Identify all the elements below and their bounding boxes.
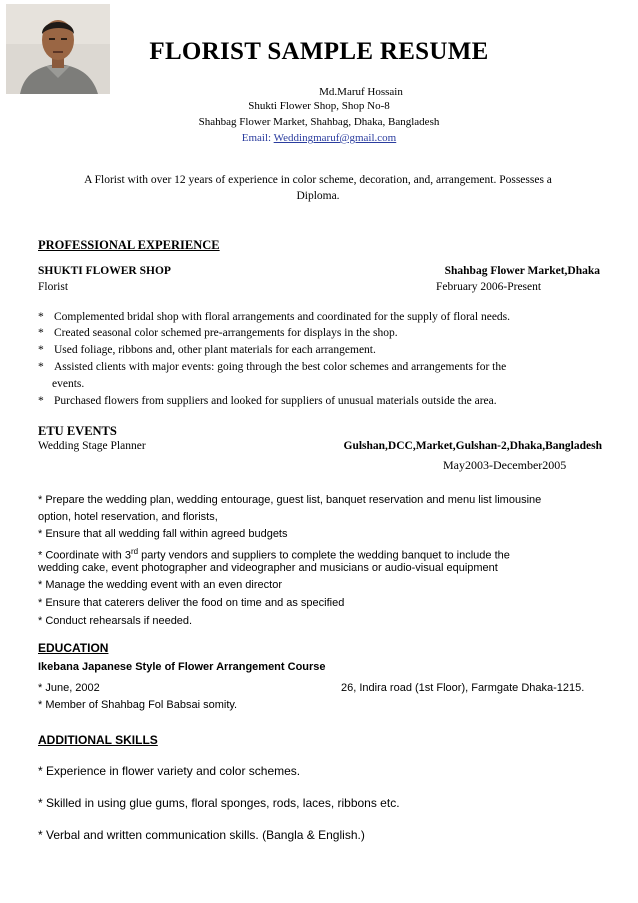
job1-company: SHUKTI FLOWER SHOP	[38, 265, 171, 277]
education-address: 26, Indira road (1st Floor), Farmgate Dhaka-1215.	[341, 682, 585, 694]
job2-dates: May2003-December2005	[443, 458, 567, 472]
experience-heading: PROFESSIONAL EXPERIENCE	[38, 238, 220, 252]
summary	[38, 172, 598, 204]
candidate-name: Md.Maruf Hossain	[319, 86, 403, 98]
education-heading: EDUCATION	[38, 641, 109, 655]
job2-bullet: * Ensure that caterers deliver the food on time and as specified	[38, 597, 345, 609]
job1-bullet: * Assisted clients with major events: going through the best color schemes and arrangements for the	[38, 361, 507, 373]
job2-bullet: * Coordinate with 3rd party vendors and suppliers to complete the wedding banquet to include the	[38, 547, 510, 562]
education-date: * June, 2002	[38, 682, 100, 694]
address-line-1: Shukti Flower Shop, Shop No-8	[248, 100, 390, 112]
job2-company: ETU EVENTS	[38, 424, 117, 438]
job1-bullet: * Created seasonal color schemed pre-arrangements for displays in the shop.	[38, 327, 398, 339]
summary-line-2: Diploma.	[296, 190, 340, 202]
skill-item: * Experience in flower variety and color schemes.	[38, 764, 301, 778]
job2-bullet-continued: wedding cake, event photographer and videographer and musicians or audio-visual equipment	[38, 562, 498, 574]
email-line	[0, 132, 638, 144]
education-course: Ikebana Japanese Style of Flower Arrangement Course	[38, 661, 326, 673]
skills-heading: ADDITIONAL SKILLS	[38, 733, 158, 747]
job2-bullet: * Conduct rehearsals if needed.	[38, 615, 193, 627]
job2-bullet-continued: option, hotel reservation, and florists,	[38, 511, 218, 523]
job2-bullet: * Prepare the wedding plan, wedding entourage, guest list, banquet reservation and menu list limousine	[38, 494, 542, 506]
summary-line-1: A Florist with over 12 years of experience in color scheme, decoration, and, arrangement. Possesses a	[84, 174, 552, 186]
address-line-2: Shahbag Flower Market, Shahbag, Dhaka, Bangladesh	[198, 116, 440, 128]
job1-bullet: * Purchased flowers from suppliers and looked for suppliers of unusual materials outside the area.	[38, 395, 497, 407]
email-link[interactable]: Weddingmaruf@gmail.com	[273, 132, 397, 144]
job2-bullet: * Ensure that all wedding fall within agreed budgets	[38, 528, 288, 540]
job2-bullet: * Manage the wedding event with an even director	[38, 579, 282, 591]
job1-location: Shahbag Flower Market,Dhaka	[444, 265, 600, 277]
job1-role: Florist	[38, 281, 69, 293]
skill-item: * Skilled in using glue gums, floral sponges, rods, laces, ribbons etc.	[38, 796, 400, 810]
job2-location: Gulshan,DCC,Market,Gulshan-2,Dhaka,Bangladesh	[343, 440, 602, 452]
skill-item: * Verbal and written communication skills. (Bangla & English.)	[38, 828, 365, 842]
resume-title: FLORIST SAMPLE RESUME	[149, 38, 489, 65]
education-membership: * Member of Shahbag Fol Babsai somity.	[38, 699, 238, 711]
job2-role: Wedding Stage Planner	[38, 440, 146, 452]
job1-bullet: * Used foliage, ribbons and, other plant materials for each arrangement.	[38, 344, 376, 356]
job1-dates: February 2006-Present	[436, 281, 542, 293]
email-label: Email:	[241, 132, 272, 144]
job1-bullet-continued: events.	[52, 378, 85, 390]
job1-bullet: * Complemented bridal shop with floral arrangements and coordinated for the supply of floral needs.	[38, 311, 511, 323]
